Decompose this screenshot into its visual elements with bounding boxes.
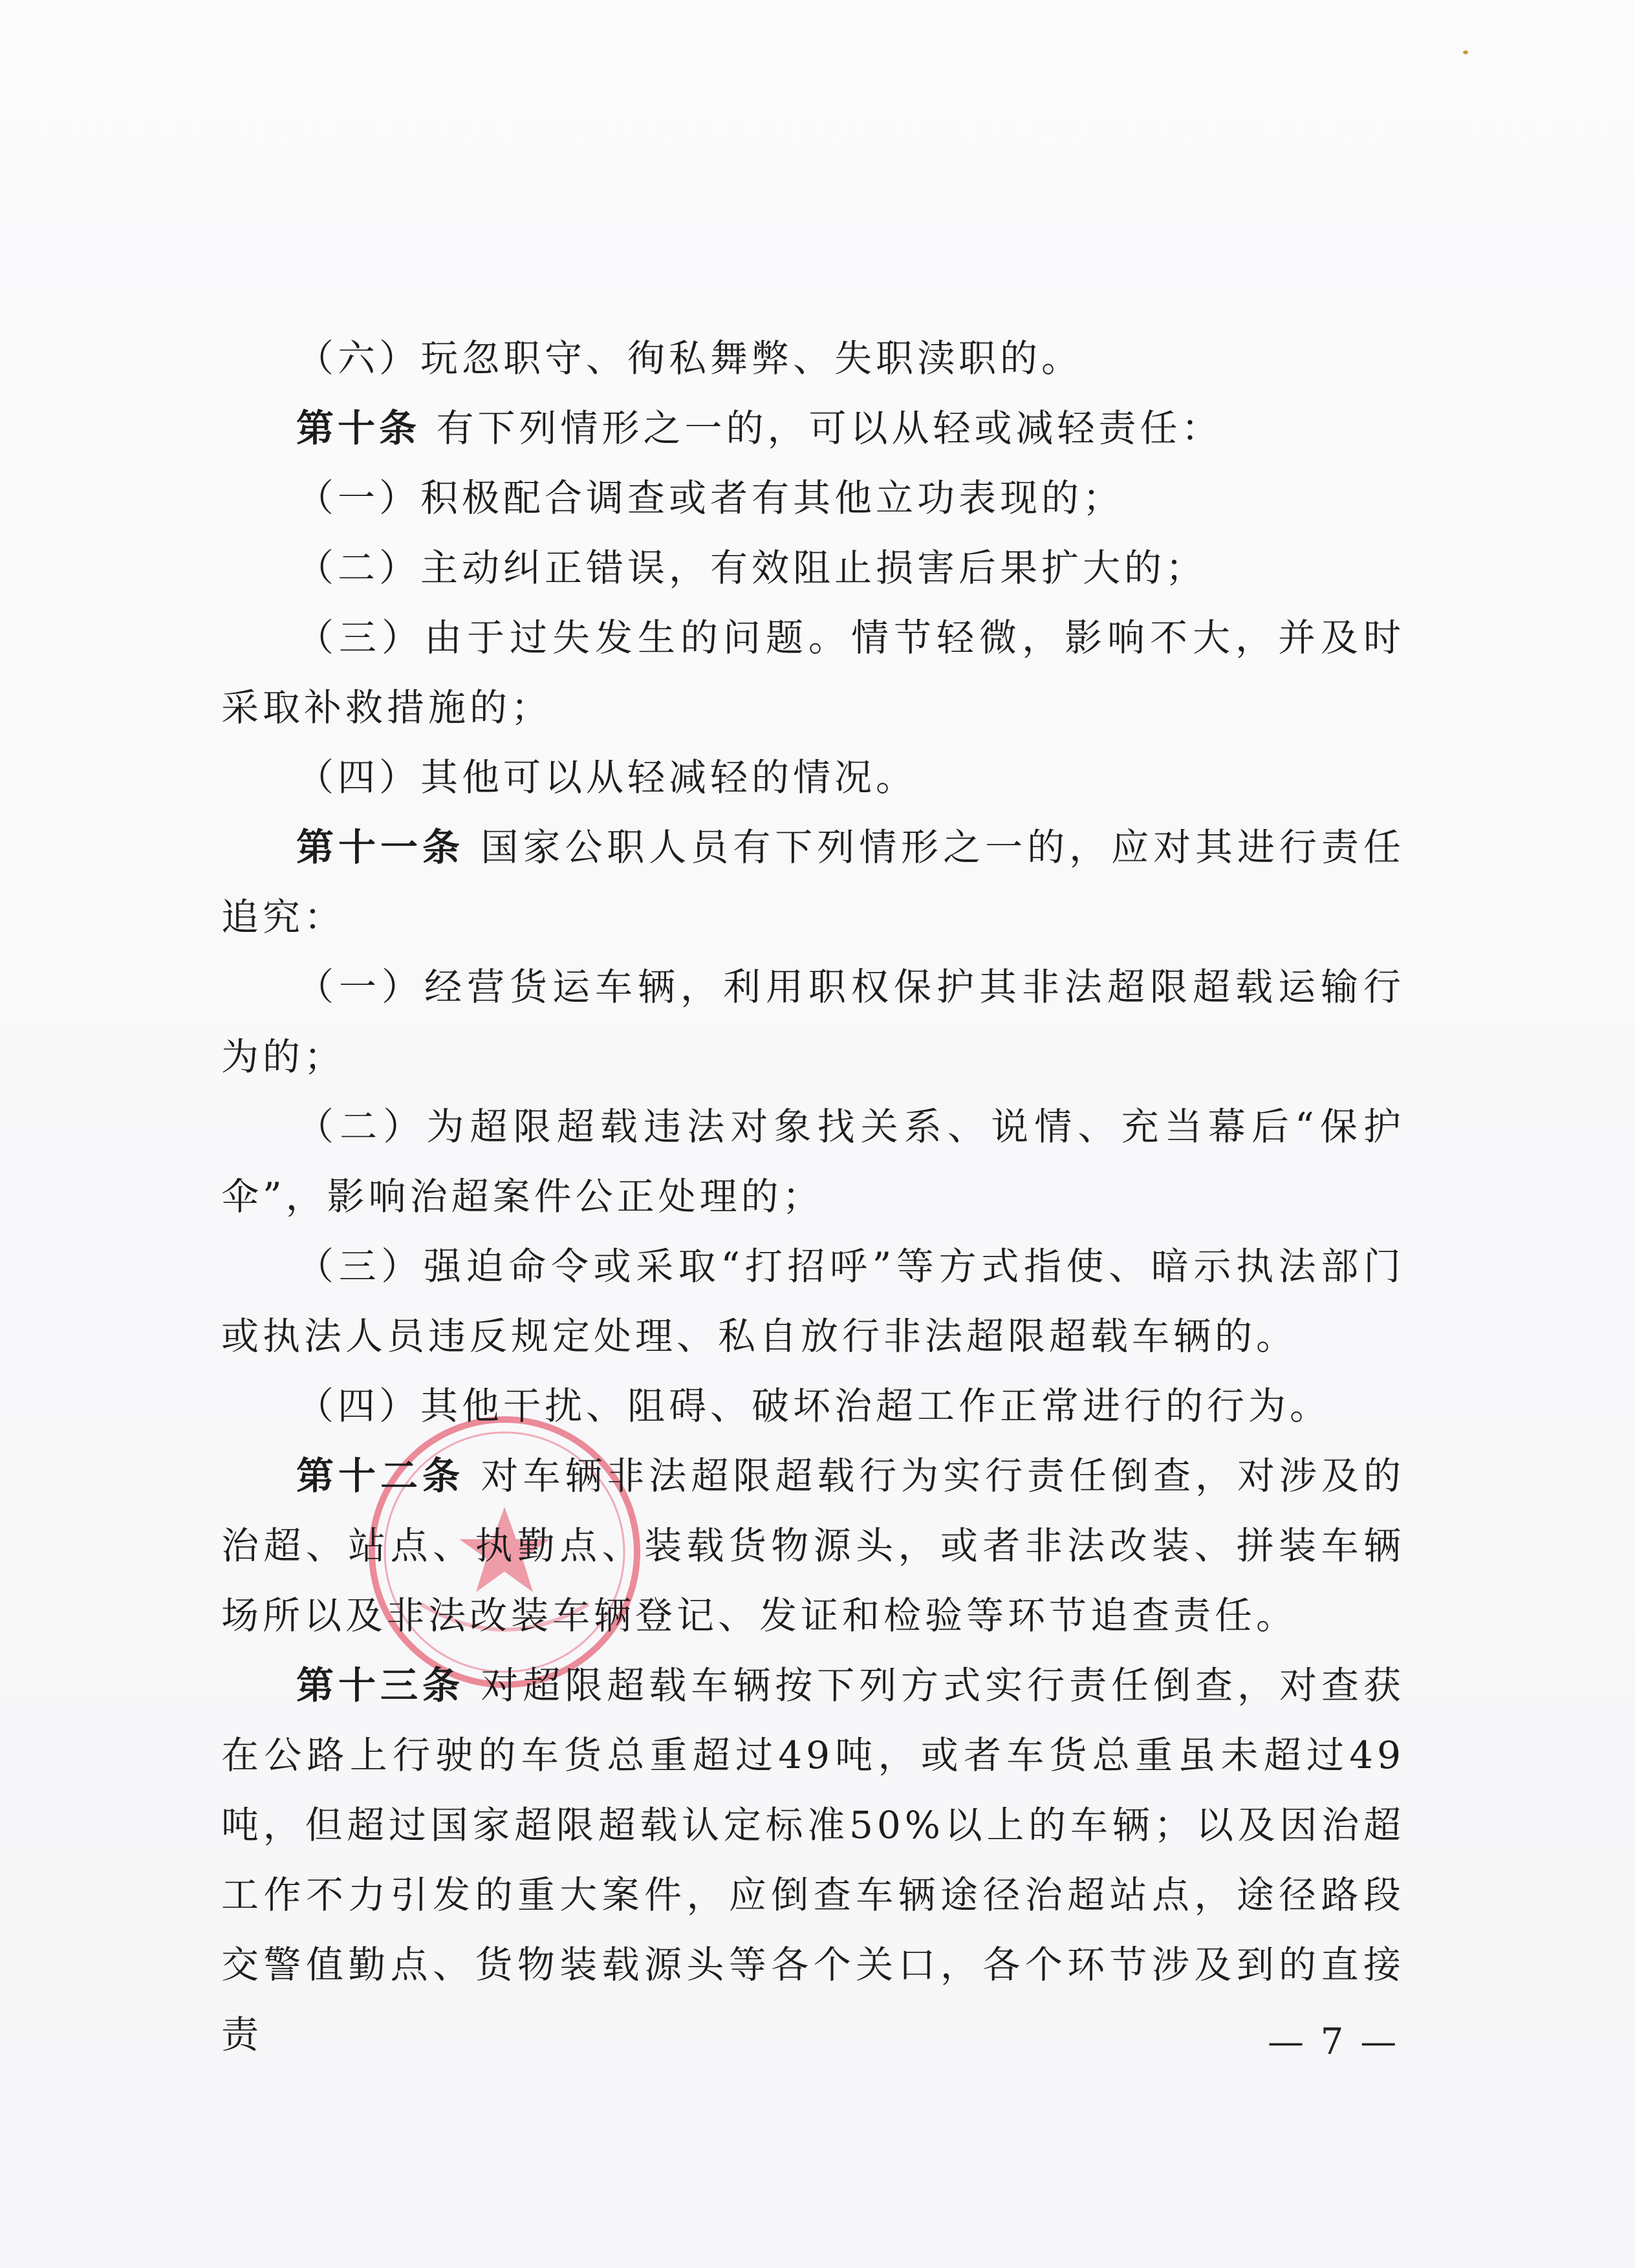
paragraph-item-3 bbox=[221, 603, 1405, 742]
paragraph-item-3 bbox=[221, 1231, 1405, 1371]
paragraph-text: （一）经营货运车辆，利用职权保护其非法超限超载运输行为的； bbox=[221, 965, 1405, 1079]
paragraph-text: 对车辆非法超限超载行为实行责任倒查，对涉及的治超、站点、执勤点、装载货物源头，或者非法改装、拼装车辆场所以及非法改装车辆登记、发证和检验等环节追查责任。 bbox=[221, 1454, 1405, 1637]
paragraph-text: 有下列情形之一的，可以从轻或减轻责任： bbox=[420, 406, 1223, 450]
paragraph-text: （四）其他可以从轻减轻的情况。 bbox=[296, 755, 918, 799]
paragraph-text: 国家公职人员有下列情形之一的，应对其进行责任追究： bbox=[221, 825, 1405, 939]
document-body bbox=[221, 323, 1405, 2069]
paragraph-text: （二）为超限超载违法对象找关系、说情、充当幕后“保护伞”，影响治超案件公正处理的； bbox=[221, 1105, 1405, 1218]
paragraph-article-12 bbox=[221, 1441, 1405, 1650]
paragraph-text: （三）强迫命令或采取“打招呼”等方式指使、暗示执法部门或执法人员违反规定处理、私自放行非法超限超载车辆的。 bbox=[221, 1244, 1405, 1358]
paragraph-text: （二）主动纠正错误，有效阻止损害后果扩大的； bbox=[296, 546, 1207, 590]
article-heading: 第十一条 bbox=[296, 825, 464, 869]
paragraph-article-11 bbox=[221, 812, 1405, 952]
article-heading: 第十三条 bbox=[296, 1663, 464, 1707]
paragraph-article-10 bbox=[221, 393, 1405, 463]
paragraph-article-13 bbox=[221, 1650, 1405, 2069]
article-heading: 第十条 bbox=[296, 406, 421, 450]
article-heading: 第十二条 bbox=[296, 1454, 464, 1498]
paragraph-item-6 bbox=[221, 323, 1405, 393]
page-number: — 7 — bbox=[1268, 2021, 1400, 2063]
paragraph-item-4 bbox=[221, 742, 1405, 812]
paragraph-text: （四）其他干扰、阻碍、破坏治超工作正常进行的行为。 bbox=[296, 1384, 1332, 1428]
paragraph-item-2 bbox=[221, 533, 1405, 603]
paragraph-text: 对超限超载车辆按下列方式实行责任倒查，对查获在公路上行驶的车货总重超过49吨，或者车货总重虽未超过49吨，但超过国家超限超载认定标准50%以上的车辆；以及因治超工作不力引发的重大案件，应倒查车辆途径治超站点，途径路段交警值勤点、货物装载源头等各个关口，各个环节涉及到的直接责 bbox=[221, 1663, 1405, 2057]
paragraph-text: （一）积极配合调查或者有其他立功表现的； bbox=[296, 476, 1125, 520]
paper-speck bbox=[1463, 50, 1468, 54]
paragraph-item-2 bbox=[221, 1092, 1405, 1231]
paragraph-item-1 bbox=[221, 952, 1405, 1092]
paragraph-text: （六）玩忽职守、徇私舞弊、失职渎职的。 bbox=[296, 336, 1083, 380]
paragraph-item-1 bbox=[221, 463, 1405, 533]
paragraph-text: （三）由于过失发生的问题。情节轻微，影响不大，并及时采取补救措施的； bbox=[221, 616, 1405, 729]
paragraph-item-4 bbox=[221, 1371, 1405, 1441]
